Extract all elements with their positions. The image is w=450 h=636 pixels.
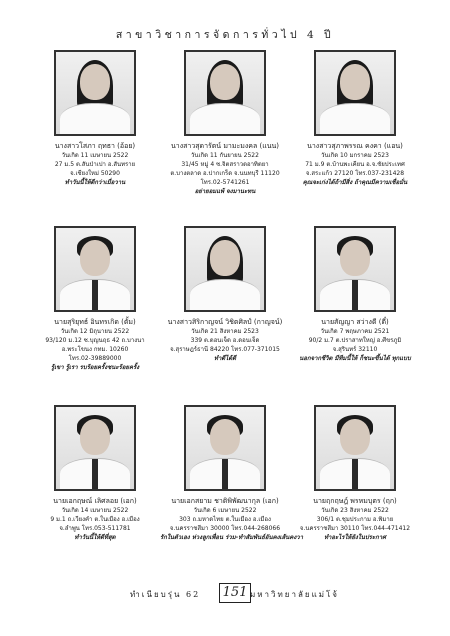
student-name: นางสาวสุดารัตน์ มามะมงคล (แนน) [170,142,280,150]
student-name: นางสาวสิริกาญจน์ วิชิตศิลป์ (กาญจน์) [167,318,283,326]
address-line: จ.สุรินทร์ 32110 [332,346,378,353]
birth-date: วันเกิด 21 สิงหาคม 2523 [191,328,259,335]
student-motto: ทำอะไรให้ยังในประกาศ [324,534,386,541]
address-line: ต.บางตลาด อ.ปากเกร็ด จ.นนทบุรี 11120 [170,170,280,177]
student-card [30,405,160,542]
student-name: นายฤกฤษฎ์ พรหมบุตร (ฤก) [313,497,397,505]
student-motto: นอกจากชีวิต มีทีมนี้ให้ ก็ชนะขึ้นได้ ทุกแบบ [299,355,411,362]
birth-date: วันเกิด 7 พฤษภาคม 2521 [320,328,390,335]
student-motto: คุณจะเก่งได้ถ้ามีสิ่ง ถ้าคุณมีความเชื่อมั่น [302,179,408,186]
address-line: 27 ม.5 ต.สันป่าเปา อ.สันทราย [54,161,136,168]
student-card [160,405,304,542]
page-title: สาขาวิชาการจัดการทั่วไป 4 ปี [115,29,335,41]
student-photo [54,405,136,491]
student-card [30,226,160,372]
student-name: นางสาวโสภา ฤทธา (อ้อย) [54,142,136,150]
university-label: มหาวิทยาลัยแม่โจ้ [250,590,339,599]
student-photo [54,50,136,136]
page-number: 151 [219,583,251,603]
phone-line: โทร.02-39889000 [68,355,122,362]
address-line: 93/120 ม.12 ซ.บุญนฤธ 42 ถ.บางนา [45,337,145,344]
student-card [160,50,290,196]
address-line: จ.เชียงใหม่ 50290 [70,170,120,177]
birth-date: วันเกิด 14 เมษายน 2522 [61,507,129,514]
student-motto: รู้เขา รู้เรา รบร้อยครั้งชนะร้อยครั้ง [50,364,140,371]
student-photo [314,50,396,136]
address-line: 71 ม.9 ต.บ้านพะเคียน อ.จ.ชัยประเทศ [305,161,405,168]
address-line: 90/2 ม.7 ต.ปราสาทใหญ่ อ.ศีขรภูมิ [308,337,402,344]
birth-date: วันเกิด 11 เมษายน 2522 [61,152,129,159]
student-photo [54,226,136,312]
page-footer [0,583,450,603]
address-line: จ.สระแก้ว 27120 โทร.037-231428 [305,170,405,177]
student-photo [184,405,266,491]
address-line: 9 ม.1 ถ.เวียงคำ ต.ในเมือง อ.เมือง [50,516,140,523]
student-photo [314,405,396,491]
address-line: 306/1 ต.ชุมประกาม อ.พิมาย [316,516,394,523]
address-line: 339 ต.ดอนเจ็ด อ.ดอนเจ็ด [190,337,260,344]
student-card [290,405,420,542]
address-line: 303 ถ.มหาดไทย ต.ในเมือง อ.เมือง [179,516,271,523]
student-motto: ทำวันนี้ให้ดีกว่าเมื่อวาน [64,179,126,186]
student-motto: อย่ายอมแพ้ จงมานะทน [194,188,256,195]
student-motto: ทำดีได้ดี [213,355,237,362]
student-name: นายสุริยุทธ์ อินทรเกิด (ตั้ม) [54,318,136,326]
phone-line: โทร.02-5741261 [200,179,250,186]
birth-date: วันเกิด 10 มกราคม 2523 [321,152,389,159]
student-card [290,50,420,187]
birth-date: วันเกิด 6 เมษายน 2522 [193,507,257,514]
birth-date: วันเกิด 23 สิงหาคม 2522 [321,507,389,514]
student-card [30,50,160,187]
address-line: จ.สุราษฎร์ธานี 84220 โทร.077-371015 [170,346,280,353]
address-line: จ.ลำพูน โทร.053-511781 [59,525,131,532]
student-motto: รักในตัวเอง ห่วงลูกเพื่อน ร่วม-ทำสัมพันธ์อันคงเส้นคงวา [160,534,304,541]
student-card [160,226,290,363]
student-name: นายเอกสยาม ชาติพิพัฒนากุล (เอก) [171,497,279,505]
student-photo [184,50,266,136]
birth-date: วันเกิด 12 มิถุนายน 2522 [60,328,130,335]
student-name: นายเอกฤษณ์ เลิศลอย (เอก) [53,497,137,505]
student-name: นายสัญญา สว่างดี (ตี๋) [321,318,389,326]
address-line: จ.นครราชสีมา 30000 โทร.044-268066 [169,525,281,532]
address-line: 31/45 หมู่ 4 ซ.จิตสราวดอาทิตยา [181,161,269,168]
student-card [290,226,420,363]
address-line: จ.นครราชสีมา 30110 โทร.044-471412 [299,525,411,532]
birth-date: วันเกิด 11 กันยายน 2522 [191,152,259,159]
student-photo [314,226,396,312]
yearbook-label: ทำเนียบรุ่น 62 [130,590,201,599]
student-photo [184,226,266,312]
student-motto: ทำวันนี้ให้ดีที่สุด [74,534,116,541]
address-line: อ.พระโขนง กทม. 10260 [61,346,129,353]
student-name: นางสาวสุภาพรรณ คงคา (แอน) [307,142,403,150]
